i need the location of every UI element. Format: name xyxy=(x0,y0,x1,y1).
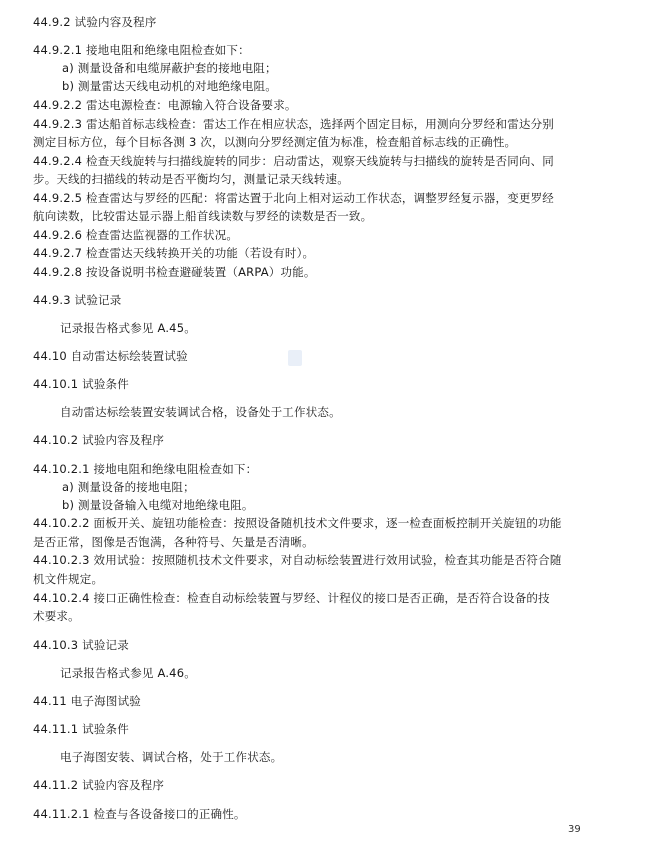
body-text: 自动雷达标绘装置安装调试合格，设备处于工作状态。 xyxy=(60,405,341,419)
clause-text: 44.10.2.4 接口正确性检查：检查自动标绘装置与罗经、计程仪的接口是否正确，是否符合设备的技 xyxy=(33,591,550,605)
clause-text: 44.10.2.3 效用试验：按照随机技术文件要求，对自动标绘装置进行效用试验，检查其功能是否符合随 xyxy=(33,553,562,567)
clause-text: 44.9.2.7 检查雷达天线转换开关的功能（若设有时）。 xyxy=(33,246,315,260)
clause-text: 44.9.2.5 检查雷达与罗经的匹配：将雷达置于北向上相对运动工作状态，调整罗经复示器，变更罗经 xyxy=(33,191,555,205)
section-heading: 44.10.2 试验内容及程序 xyxy=(33,433,165,447)
list-item: b) 测量雷达天线电动机的对地绝缘电阻。 xyxy=(62,79,277,93)
clause-text: 航向读数，比较雷达显示器上船首线读数与罗经的读数是否一致。 xyxy=(33,209,373,223)
clause-text: 术要求。 xyxy=(33,609,80,623)
body-text: 记录报告格式参见 A.45。 xyxy=(60,321,196,335)
clause-text: 机文件规定。 xyxy=(33,572,104,586)
body-text: 记录报告格式参见 A.46。 xyxy=(60,666,196,680)
clause-text: 44.11.2.1 检查与各设备接口的正确性。 xyxy=(33,807,246,821)
page-number: 39 xyxy=(568,824,581,835)
list-item: b) 测量设备输入电缆对地绝缘电阻。 xyxy=(62,498,254,512)
section-heading: 44.10 自动雷达标绘装置试验 xyxy=(33,349,188,363)
section-heading: 44.11.2 试验内容及程序 xyxy=(33,778,165,792)
clause-text: 44.9.2.3 雷达船首标志线检查：雷达工作在相应状态，选择两个固定目标，用测向分罗经和雷达分别 xyxy=(33,117,555,131)
body-text: 电子海图安装、调试合格，处于工作状态。 xyxy=(60,750,283,764)
section-heading: 44.10.1 试验条件 xyxy=(33,377,129,391)
section-heading: 44.9.3 试验记录 xyxy=(33,293,122,307)
section-heading: 44.11.1 试验条件 xyxy=(33,722,129,736)
clause-text: 测定目标方位，每个目标各测 3 次，以测向分罗经测定值为标准，检查船首标志线的正确性。 xyxy=(33,135,517,149)
clause-text: 44.9.2.6 检查雷达监视器的工作状况。 xyxy=(33,228,239,242)
clause-text: 44.10.2.1 接地电阻和绝缘电阻检查如下： xyxy=(33,462,258,476)
clause-text: 44.9.2.8 按设备说明书检查避碰装置（ARPA）功能。 xyxy=(33,265,316,279)
list-item: a) 测量设备和电缆屏蔽护套的接地电阻； xyxy=(62,61,277,75)
section-heading: 44.10.3 试验记录 xyxy=(33,638,129,652)
clause-text: 44.9.2.4 检查天线旋转与扫描线旋转的同步：启动雷达，观察天线旋转与扫描线的旋转是否同向、同 xyxy=(33,154,555,168)
clause-text: 是否正常，图像是否饱满，各种符号、矢量是否清晰。 xyxy=(33,535,314,549)
list-item: a) 测量设备的接地电阻； xyxy=(62,480,195,494)
watermark-mark xyxy=(288,350,302,366)
section-heading: 44.11 电子海图试验 xyxy=(33,694,141,708)
clause-text: 44.9.2.1 接地电阻和绝缘电阻检查如下： xyxy=(33,43,250,57)
clause-text: 步。天线的扫描线的转动是否平衡均匀，测量记录天线转速。 xyxy=(33,172,349,186)
clause-text: 44.10.2.2 面板开关、旋钮功能检查：按照设备随机技术文件要求，逐一检查面板控制开关旋钮的功能 xyxy=(33,516,562,530)
clause-text: 44.9.2.2 雷达电源检查：电源输入符合设备要求。 xyxy=(33,98,297,112)
section-heading: 44.9.2 试验内容及程序 xyxy=(33,15,157,29)
